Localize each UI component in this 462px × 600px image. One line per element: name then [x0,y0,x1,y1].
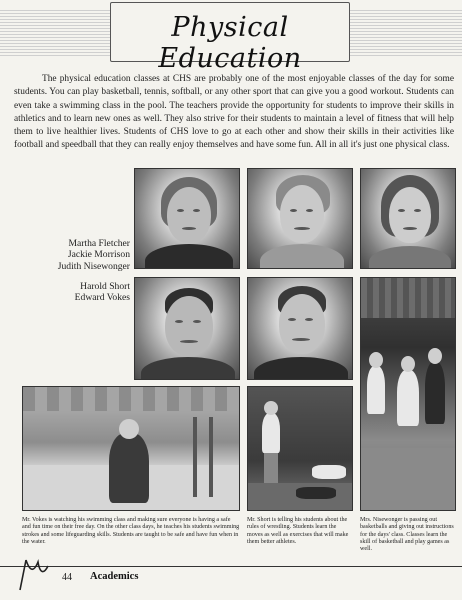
caption-swimming: Mr. Vokes is watching his swimming class and making sure everyone is having a safe and fun time on their free day. On the other class days, he teaches his students swimming strokes and some lifeguarding skills. Students are taught to be safe and have fun when in the water. [22,517,240,545]
title-banner [0,0,462,74]
intro-text: The physical education classes at CHS are probably one of the most enjoyable classes of the day for some students. You can play basketball, tennis, softball, or any other sport that can give you a good workout. Students can even take a swimming class in the pool. The teachers provide the opportunity for students to improve their skills in athletics and to learn new ones as well. They also strive for their students to maintain a level of fitness that will help them to live healthier lives. Students of CHS love to go at each other and show their skills in their activities like football and speedball that they can really enjoy themselves and have some fun. All in all it's just one physical class. [14,74,454,151]
footer-rule [0,566,462,567]
staff-names-row2 [75,281,130,304]
caption-wrestling: Mr. Short is telling his students about the rules of wrestling. Students learn the moves as well as exercises that will make them better athletes. [247,517,349,545]
photo-basketball-class [360,277,456,511]
portrait-edward-vokes [247,277,353,380]
portrait-harold-short [134,277,240,380]
photo-swimming-class [22,386,240,511]
portrait-jackie-morrison [247,168,353,269]
footer-logo-mark [16,552,54,592]
staff-name: Jackie Morrison [67,249,130,261]
page-title: Physical Education [158,12,302,74]
caption-basketball: Mrs. Nisewonger is passing out basketballs and giving out instructions for the days' class. Classes learn the skill of basketball and play games as well. [360,517,454,553]
staff-name: Martha Fletcher [68,238,130,249]
photo-wrestling-class [247,386,353,511]
staff-name: Edward Vokes [74,292,130,304]
intro-paragraph [14,73,454,153]
staff-name: Harold Short [80,281,130,292]
portrait-martha-fletcher [134,168,240,269]
staff-name: Judith Nisewonger [57,260,130,272]
staff-names-row1 [58,238,130,272]
portrait-judith-nisewonger [360,168,456,269]
section-name: Academics [90,571,139,582]
page-number: 44 [62,572,72,583]
